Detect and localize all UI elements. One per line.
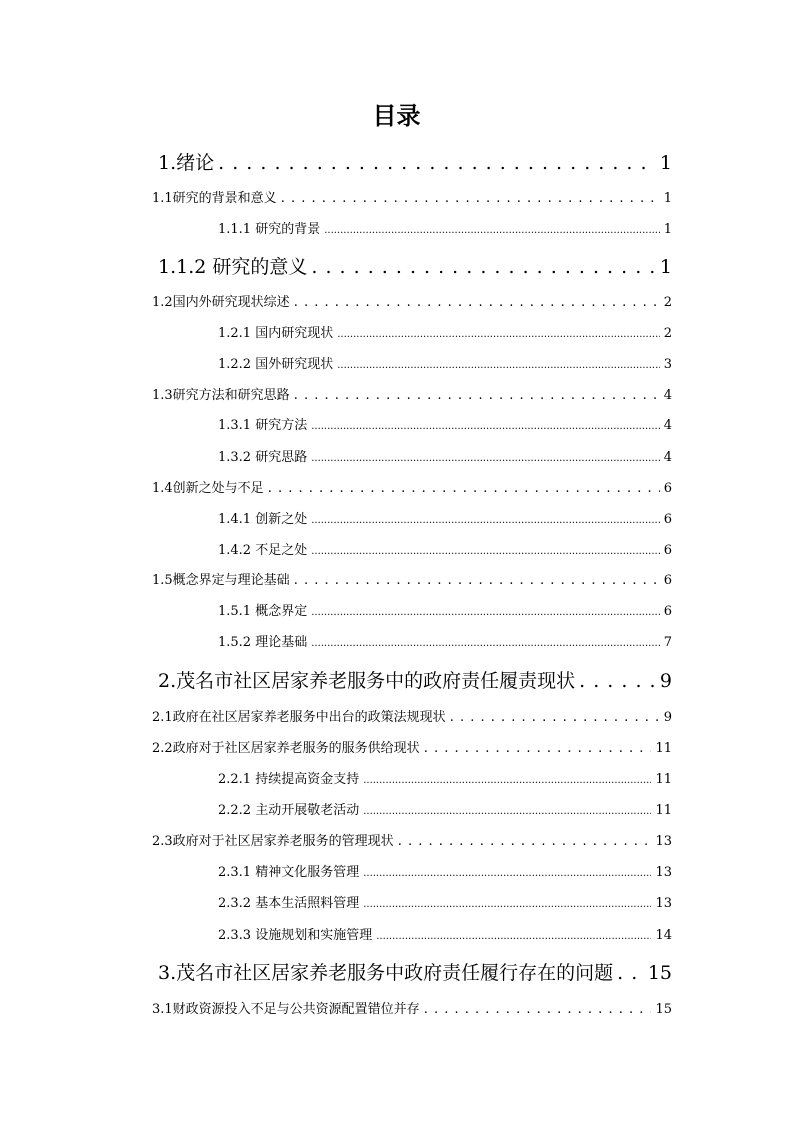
toc-entry[interactable] (218, 924, 672, 943)
toc-entry-label: 3.茂名市社区居家养老服务中政府责任履行存在的问题 (158, 962, 614, 984)
toc-entry-label: 2.3.2 基本生活照料管理 (218, 896, 360, 911)
toc-entry-label: 2.2政府对于社区居家养老服务的服务供给现状 (152, 741, 420, 756)
dot-leader (617, 962, 644, 984)
toc-entry-page: 6 (663, 604, 672, 619)
dot-leader (311, 604, 660, 619)
toc-entry-label: 1.1.1 研究的背景 (218, 222, 321, 237)
toc-entry-label: 3.1财政资源投入不足与公共资源配置错位并存 (152, 1002, 420, 1017)
toc-entry[interactable] (218, 892, 672, 911)
toc-entry[interactable] (218, 631, 672, 650)
toc-entry[interactable] (158, 666, 672, 693)
toc-entry-label: 2.茂名市社区居家养老服务中的政府责任履责现状 (158, 670, 576, 692)
toc-entry-label: 1.2.1 国内研究现状 (218, 326, 334, 341)
dot-leader (376, 928, 651, 943)
dot-leader (450, 710, 660, 725)
toc-entry-label: 1.5.1 概念界定 (218, 604, 308, 619)
toc-entry-page: 11 (655, 741, 672, 756)
toc-entry[interactable] (152, 384, 672, 403)
dot-leader (363, 865, 651, 880)
dot-leader (294, 295, 660, 310)
toc-entry[interactable] (218, 508, 672, 527)
toc-entry[interactable] (218, 799, 672, 818)
toc-entry[interactable] (218, 353, 672, 372)
toc-entry-page: 6 (663, 573, 672, 588)
dot-leader (424, 741, 652, 756)
toc-entry-page: 15 (655, 1002, 672, 1017)
toc-entry[interactable] (218, 218, 672, 237)
toc-entry-label: 1.5概念界定与理论基础 (152, 573, 290, 588)
toc-entry[interactable] (218, 600, 672, 619)
toc-entry[interactable] (152, 187, 672, 206)
toc-entry[interactable] (152, 830, 672, 849)
dot-leader (363, 803, 651, 818)
toc-entry-label: 2.3政府对于社区居家养老服务的管理现状 (152, 834, 394, 849)
toc-entry-page: 1 (663, 222, 672, 237)
toc-entry-page: 3 (663, 357, 672, 372)
toc-entry-label: 1.1.2 研究的意义 (158, 256, 308, 278)
toc-entry-page: 7 (663, 635, 672, 650)
dot-leader (337, 326, 660, 341)
toc-entry-label: 1.5.2 理论基础 (218, 635, 308, 650)
toc-entry-page: 6 (663, 512, 672, 527)
toc-entry-label: 1.2.2 国外研究现状 (218, 357, 334, 372)
toc-entry-page: 11 (655, 803, 672, 818)
toc-entry-page: 2 (663, 326, 672, 341)
toc-entry-label: 1.4创新之处与不足 (152, 481, 264, 496)
toc-entry-page: 15 (647, 962, 672, 984)
toc-entry[interactable] (152, 998, 672, 1017)
toc-entry[interactable] (152, 706, 672, 725)
toc-entry-label: 1.2国内外研究现状综述 (152, 295, 290, 310)
dot-leader (311, 512, 660, 527)
dot-leader (311, 635, 660, 650)
toc-entry-label: 1.4.1 创新之处 (218, 512, 308, 527)
toc-entry-page: 11 (655, 772, 672, 787)
toc-entry-label: 1.3.1 研究方法 (218, 418, 308, 433)
toc-entry-page: 14 (655, 928, 672, 943)
toc-entry-page: 9 (663, 710, 672, 725)
dot-leader (311, 418, 660, 433)
toc-entry-page: 13 (655, 865, 672, 880)
dot-leader (311, 450, 660, 465)
toc-entry[interactable] (152, 477, 672, 496)
toc-entry-label: 2.1政府在社区居家养老服务中出台的政策法规现状 (152, 710, 446, 725)
toc-entry-label: 1.1研究的背景和意义 (152, 191, 277, 206)
toc-entry[interactable] (218, 861, 672, 880)
toc-entry[interactable] (218, 768, 672, 787)
dot-leader (311, 256, 656, 278)
dot-leader (424, 1002, 652, 1017)
toc-entry[interactable] (218, 414, 672, 433)
toc-entry-label: 2.2.1 持续提高资金支持 (218, 772, 360, 787)
toc-entry-label: 1.3研究方法和研究思路 (152, 388, 290, 403)
dot-leader (363, 772, 651, 787)
toc-entry-page: 4 (663, 388, 672, 403)
toc-entry[interactable] (218, 322, 672, 341)
dot-leader (324, 222, 660, 237)
dot-leader (294, 388, 660, 403)
dot-leader (281, 191, 660, 206)
toc-entry-label: 2.2.2 主动开展敬老活动 (218, 803, 360, 818)
dot-leader (294, 573, 660, 588)
toc-entry-page: 6 (663, 543, 672, 558)
toc-title: 目录 (372, 102, 421, 130)
toc-entry[interactable] (152, 569, 672, 588)
toc-entry-page: 1 (659, 152, 672, 174)
dot-leader (337, 357, 660, 372)
toc-entry-label: 1.绪论 (158, 152, 215, 174)
toc-entry[interactable] (158, 252, 672, 279)
toc-entry-page: 4 (663, 418, 672, 433)
toc-entry-label: 2.3.1 精神文化服务管理 (218, 865, 360, 880)
toc-entry[interactable] (152, 291, 672, 310)
toc-entry[interactable] (218, 539, 672, 558)
dot-leader (398, 834, 652, 849)
toc-entry-label: 2.3.3 设施规划和实施管理 (218, 928, 373, 943)
dot-leader (311, 543, 660, 558)
toc-entry[interactable] (218, 446, 672, 465)
toc-entry-page: 1 (663, 191, 672, 206)
toc-entry-page: 9 (659, 670, 672, 692)
dot-leader (268, 481, 660, 496)
toc-entry-page: 13 (655, 896, 672, 911)
dot-leader (218, 152, 656, 174)
toc-entry[interactable] (152, 737, 672, 756)
dot-leader (363, 896, 651, 911)
toc-entry-page: 13 (655, 834, 672, 849)
toc-entry-page: 6 (663, 481, 672, 496)
toc-entry-page: 1 (659, 256, 672, 278)
toc-entry-label: 1.4.2 不足之处 (218, 543, 308, 558)
toc-entry-page: 4 (663, 450, 672, 465)
dot-leader (579, 670, 656, 692)
toc-entry-label: 1.3.2 研究思路 (218, 450, 308, 465)
toc-entry-page: 2 (663, 295, 672, 310)
toc-entry[interactable] (158, 958, 672, 985)
toc-entry[interactable] (158, 148, 672, 175)
